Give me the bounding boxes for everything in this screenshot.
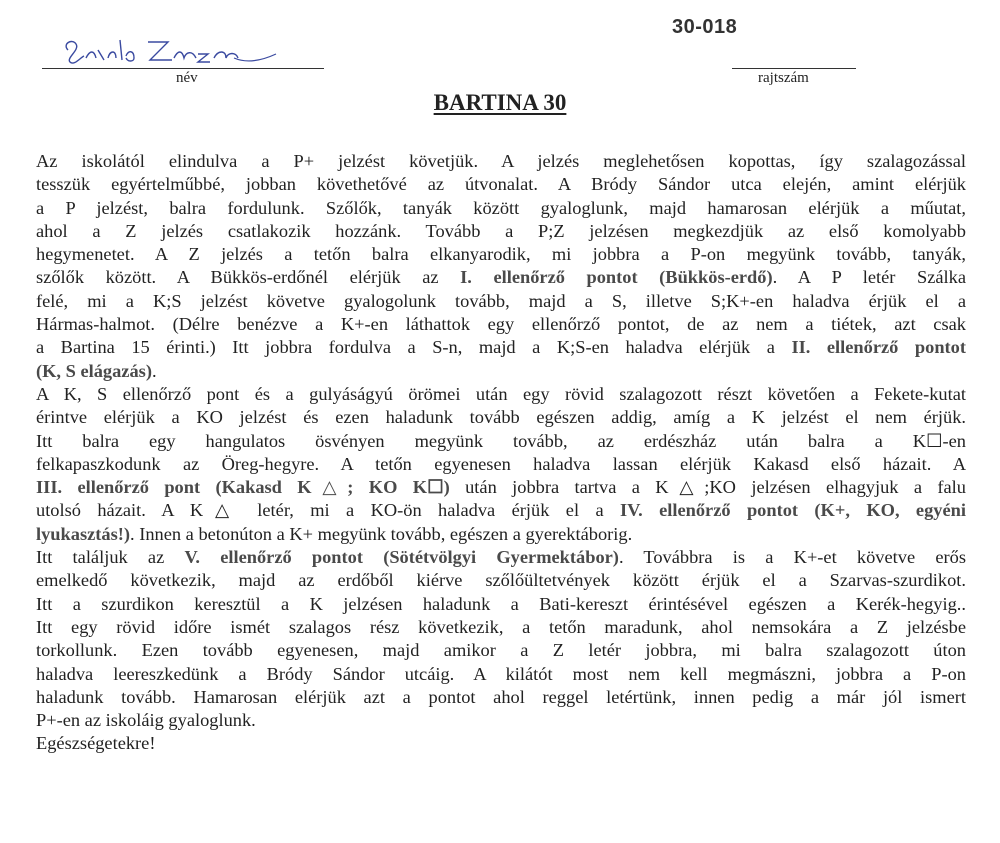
closing-line: Egészségetekre! <box>36 733 156 754</box>
text-line: Hármas-halmot. (Délre benézve a K+-en láthattok egy ellenőrző pontot, de az nem a tiétek, azt csak <box>36 314 966 335</box>
text-line: Itt egy rövid időre ismét szalagos rész következik, a tetőn maradunk, ahol nemsokára a Z jelzésbe <box>36 616 966 637</box>
bib-label: rajtszám <box>758 70 809 86</box>
text-line: felkapaszkodunk az Öreg-hegyre. A tetőn egyenesen haladva lassan elérjük Kakasd első házait. A <box>36 453 966 474</box>
name-label: név <box>176 70 198 86</box>
text-line: (K, S elágazás). <box>36 360 157 381</box>
text-line: a Bartina 15 érinti.) Itt jobbra fordulva a S-n, majd a K;S-en haladva elérjük a II. ellenőrző pontot <box>36 337 966 358</box>
checkpoint-2: II. ellenőrző pontot <box>791 337 966 358</box>
text-line: Itt balra egy hangulatos ösvényen megyünk tovább, az erdészház után balra a K☐-en <box>36 430 966 451</box>
text-line: hegymenetet. A Z jelzés a tetőn balra elkanyarodik, mi jobbra a P-on megyünk tovább, tanyák, <box>36 244 966 265</box>
text-line: lyukasztás!). Innen a betonúton a K+ megyünk tovább, egészen a gyerektáborig. <box>36 523 633 544</box>
text-line: emelkedő következik, majd az erdőből kiérve szőlőültetvények között érjük el a Szarvas-szurdikot. <box>36 570 966 591</box>
text-line: tesszük egyértelműbbé, jobban követhetővé az útvonalat. A Bródy Sándor utca elején, amint elérjük <box>36 174 966 195</box>
checkpoint-1: I. ellenőrző pontot (Bükkös-erdő) <box>460 267 773 288</box>
checkpoint-4-detail: lyukasztás!) <box>36 523 131 544</box>
signature-handwriting <box>58 28 298 72</box>
bib-line <box>732 68 856 69</box>
text-line: Az iskolától elindulva a P+ jelzést követjük. A jelzés meglehetősen kopottas, így szalagozással <box>36 151 966 171</box>
route-description <box>36 150 966 756</box>
name-line <box>42 68 324 69</box>
text-line: ahol a Z jelzés csatlakozik hozzánk. Tovább a P;Z jelzésen megkezdjük az első komolyabb <box>36 220 966 241</box>
text-line: a P jelzést, balra fordulunk. Szőlők, tanyák között gyaloglunk, majd hamarosan elérjük a műutat, <box>36 197 966 218</box>
text-line: haladunk tovább. Hamarosan elérjük azt a pontot ahol reggel letértünk, innen pedig a már jól ismert <box>36 686 966 707</box>
text-line: Itt találjuk az V. ellenőrző pontot (Sötétvölgyi Gyermektábor). Továbbra is a K+-et követve erős <box>36 547 966 568</box>
text-line: felé, mi a K;S jelzést követve gyalogolunk tovább, majd a S, illetve S;K+-en haladva érjük el a <box>36 290 966 311</box>
checkpoint-5: V. ellenőrző pontot (Sötétvölgyi Gyermektábor) <box>184 547 619 568</box>
title-text: BARTINA 30 <box>433 90 567 115</box>
text-line: P+-en az iskoláig gyaloglunk. <box>36 710 256 731</box>
checkpoint-2-detail: (K, S elágazás) <box>36 360 152 381</box>
text-line: Itt a szurdikon keresztül a K jelzésen haladunk a Bati-kereszt érintésével egészen a Kerék-hegyig.. <box>36 593 966 614</box>
text-line: A K, S ellenőrző pont és a gulyáságyú örömei után egy rövid szalagozott részt követően a Fekete-kutat <box>36 383 966 404</box>
checkpoint-4: IV. ellenőrző pontot (K+, KO, egyéni <box>620 500 966 521</box>
text-line: érintve elérjük a KO jelzést és ezen haladunk tovább egészen addig, amíg a K jelzést el nem érjük. <box>36 407 966 428</box>
page-title <box>0 90 1000 116</box>
text-line: torkollunk. Ezen tovább egyenesen, majd amikor a Z letér jobbra, mi balra szalagozott úton <box>36 640 966 661</box>
bib-code: 30-018 <box>672 16 738 38</box>
text-line: haladva leereszkedünk a Bródy Sándor utcáig. A kilátót most nem kell megmászni, jobbra a P-on <box>36 663 966 684</box>
text-line: III. ellenőrző pont (Kakasd K△; KO K☐) után jobbra tartva a K△;KO jelzésen elhagyjuk a falu <box>36 477 966 498</box>
text-line: utolsó házait. A K△ letér, mi a KO-ön haladva érjük el a IV. ellenőrző pontot (K+, KO, egyéni <box>36 500 966 521</box>
checkpoint-3: III. ellenőrző pont (Kakasd K△; KO K☐) <box>36 477 450 498</box>
text-line: szőlők között. A Bükkös-erdőnél elérjük az I. ellenőrző pontot (Bükkös-erdő). A P letér Szálka <box>36 267 966 288</box>
